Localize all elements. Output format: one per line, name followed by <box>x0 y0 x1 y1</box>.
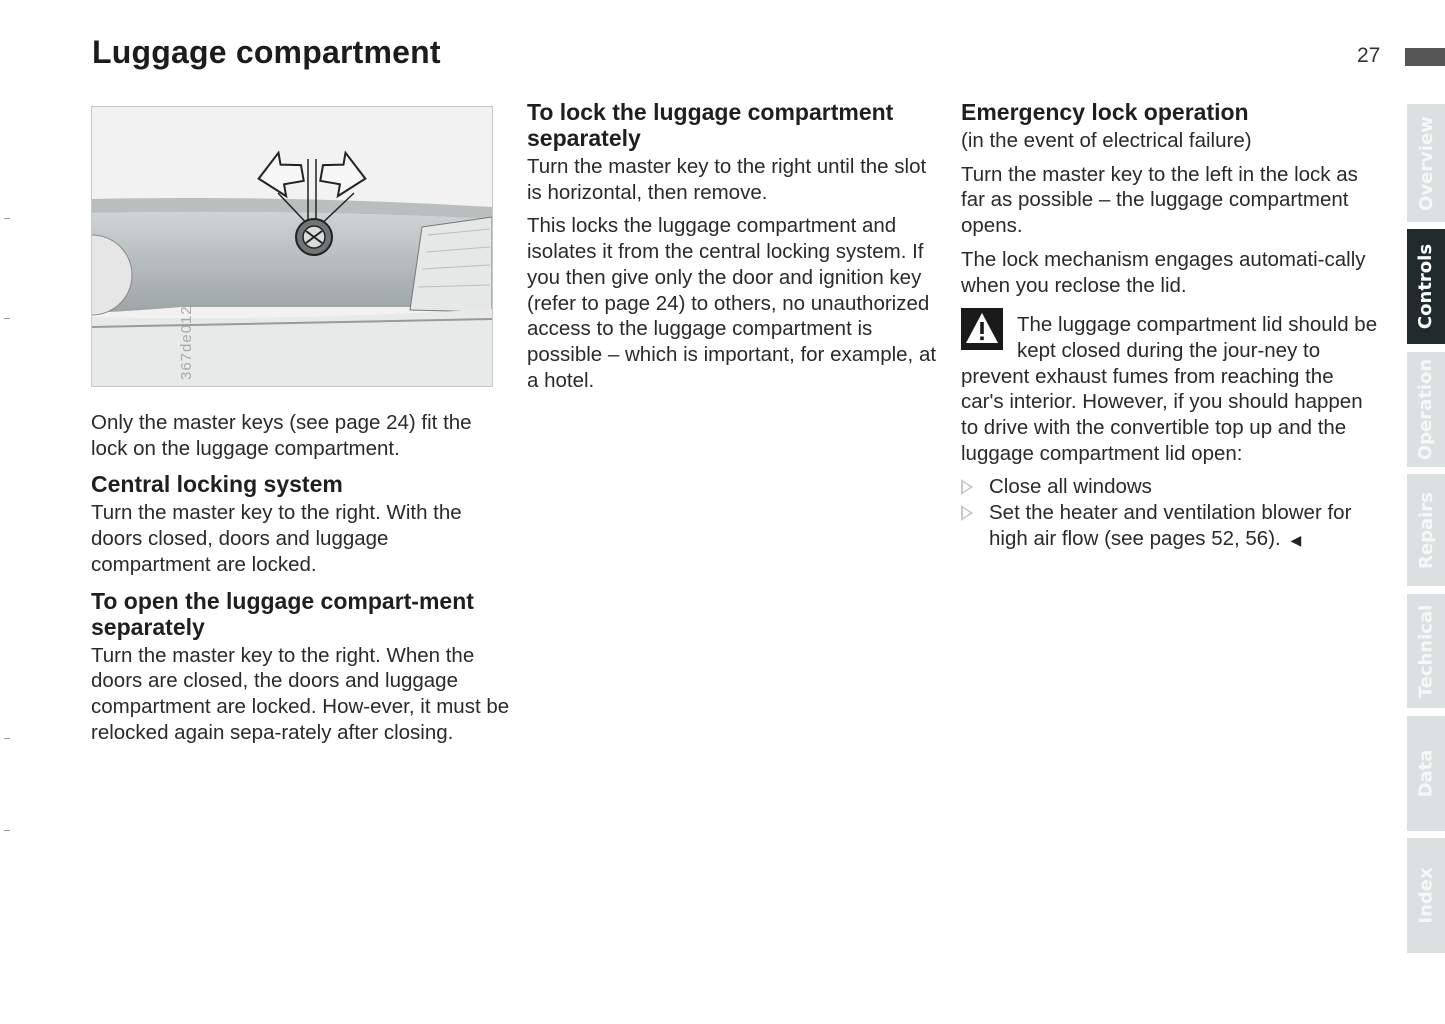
luggage-lock-illustration <box>91 106 493 387</box>
warning-text: The luggage compartment lid should be kept closed during the jour-ney to prevent exhaust fumes from reaching the car's interior. However, if you should happen to drive with the convertible top up and the luggage compartment lid open: <box>961 313 1378 465</box>
tab-controls[interactable] <box>1407 229 1445 344</box>
bullet-list <box>961 474 1379 553</box>
tab-operation[interactable] <box>1407 352 1445 467</box>
tab-index[interactable] <box>1407 838 1445 953</box>
tab-label: Technical <box>1415 604 1437 698</box>
page-marker <box>1405 48 1445 66</box>
emergency-subheading: (in the event of electrical failure) <box>961 129 1252 152</box>
warning-icon <box>961 308 1003 350</box>
emergency-para2: The lock mechanism engages automati-cally when you reclose the lid. <box>961 247 1366 297</box>
tab-repairs[interactable] <box>1407 474 1445 586</box>
page-title: Luggage compartment <box>92 34 441 70</box>
triangle-bullet-icon <box>961 479 973 495</box>
tab-label: Overview <box>1415 115 1437 211</box>
middle-column <box>527 99 942 401</box>
bullet-text: Close all windows <box>989 475 1152 499</box>
figure-code: 367de012 <box>178 305 195 380</box>
luggage-lid-drawing <box>92 107 492 386</box>
list-item <box>961 500 1379 553</box>
margin-tick <box>4 218 10 219</box>
tab-label: Index <box>1415 867 1437 924</box>
emergency-para1: Turn the master key to the left in the lock as far as possible – the luggage compartment opens. <box>961 162 1358 238</box>
tab-label: Operation <box>1415 358 1437 461</box>
list-item <box>961 474 1379 500</box>
lock-separately-para2: This locks the luggage compartment and isolates it from the central locking system. If you then give only the door and ignition key (refer to page 24) to others, no unauthorized access to the luggage compartment is possible – which is important, for example, at a hotel. <box>527 214 937 392</box>
right-column <box>961 99 1379 554</box>
tab-label: Data <box>1415 749 1437 798</box>
central-locking-body: Turn the master key to the right. With the doors closed, doors and luggage compartment are locked. <box>91 501 462 576</box>
central-locking-heading: Central locking system <box>91 471 343 498</box>
tab-data[interactable] <box>1407 716 1445 831</box>
emergency-heading: Emergency lock operation <box>961 99 1249 125</box>
open-separately-body: Turn the master key to the right. When the doors are closed, the doors and luggage compartment are locked. How-ever, it must be relocked again sepa-rately after closing. <box>91 643 510 744</box>
tab-label: Repairs <box>1415 491 1437 569</box>
lock-separately-para1: Turn the master key to the right until the slot is horizontal, then remove. <box>527 155 927 204</box>
open-separately-heading: To open the luggage compart-ment separately <box>91 587 474 640</box>
left-column <box>91 410 511 753</box>
tab-label: Controls <box>1415 243 1437 330</box>
lock-separately-heading: To lock the luggage compartment separately <box>527 99 894 151</box>
margin-tick <box>4 738 10 739</box>
margin-tick <box>4 318 10 319</box>
margin-tick <box>4 830 10 831</box>
tab-overview[interactable] <box>1407 104 1445 222</box>
tab-technical[interactable] <box>1407 594 1445 708</box>
page-number: 27 <box>1357 44 1381 67</box>
intro-paragraph: Only the master keys (see page 24) fit the lock on the luggage compartment. <box>91 411 472 460</box>
warning-block <box>961 312 1379 466</box>
bullet-text: Set the heater and ventilation blower for high air flow (see pages 52, 56). <box>989 501 1352 550</box>
end-mark-icon: ◀ <box>1290 531 1302 548</box>
triangle-bullet-icon <box>961 505 973 521</box>
